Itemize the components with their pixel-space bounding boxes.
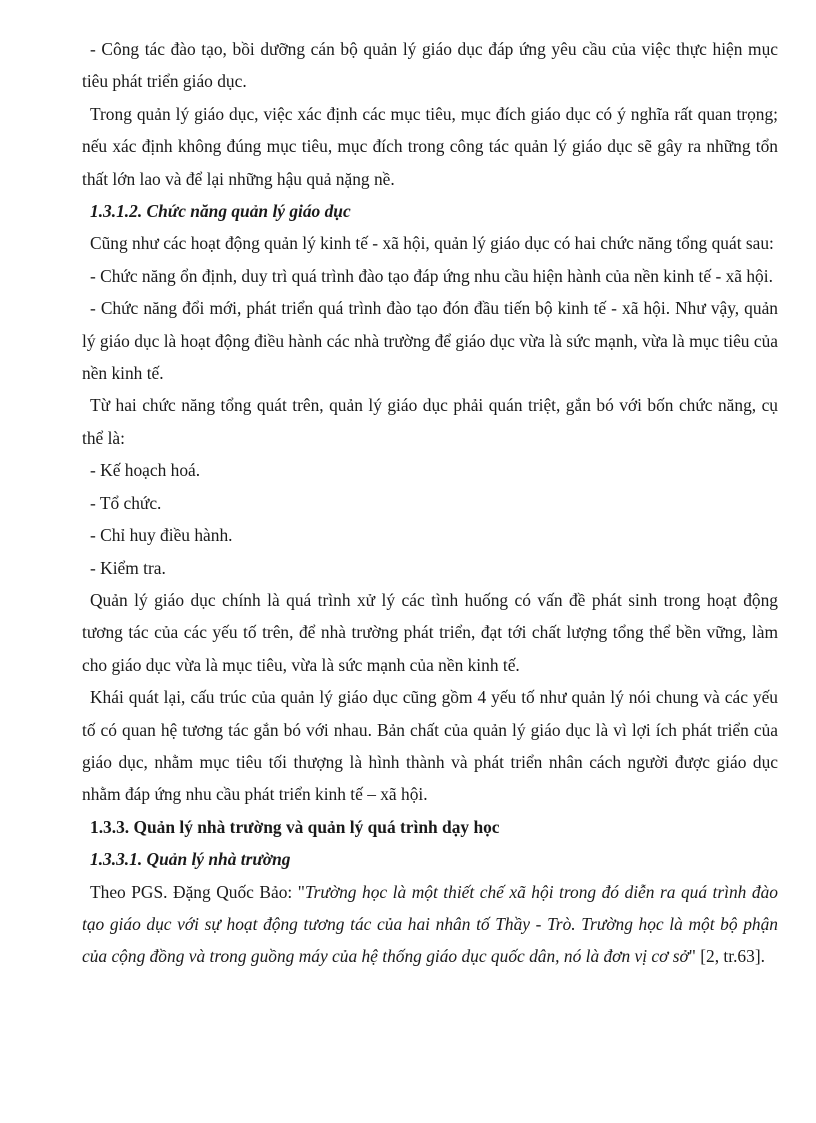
paragraph-innovation-function: - Chức năng đổi mới, phát triển quá trình đào tạo đón đầu tiến bộ kinh tế - xã hội. Như vậy, quản lý giáo dục là hoạt động điều hành các nhà trường để giáo dục vừa là sức mạnh, vừa là mục tiêu của nền kinh tế. — [82, 298, 778, 384]
quote-text: Trường học là một thiết chế xã hội trong đó diễn ra quá trình đào tạo giáo dục với sự hoạt động tương tác của hai nhân tố Thầy - Trò. Trường học là một bộ phận của cộng đồng và trong guồng máy của hệ thống giáo dục quốc dân, nó là đơn vị cơ sở — [82, 881, 778, 967]
paragraph-problem-solving: Quản lý giáo dục chính là quá trình xử lý các tình huống có vấn đề phát sinh trong hoạt động tương tác của các yếu tố trên, để nhà trường phát triển, đạt tới chất lượng tổng thể bền vững, làm cho giáo dục vừa là mục tiêu, vừa là sức mạnh của nền kinh tế. — [82, 589, 778, 675]
paragraph-two-functions: Cũng như các hoạt động quản lý kinh tế - xã hội, quản lý giáo dục có hai chức năng tổng quát sau: — [90, 233, 774, 254]
paragraph-stability-function: - Chức năng ổn định, duy trì quá trình đào tạo đáp ứng nhu cầu hiện hành của nền kinh tế - xã hội. — [90, 265, 773, 286]
list-item-directing: - Chỉ huy điều hành. — [90, 525, 233, 546]
paragraph-school-definition — [82, 876, 778, 973]
heading-1-3-3: 1.3.3. Quản lý nhà trường và quản lý quá trình dạy học — [90, 816, 500, 837]
heading-1-3-3-1: 1.3.3.1. Quản lý nhà trường — [90, 849, 291, 870]
quote-intro: Theo PGS. Đặng Quốc Bảo: " — [90, 881, 305, 902]
document-page — [82, 33, 778, 973]
paragraph-training: - Công tác đào tạo, bồi dưỡng cán bộ quản lý giáo dục đáp ứng yêu cầu của việc thực hiện mục tiêu phát triển giáo dục. — [82, 39, 778, 92]
list-item-controlling: - Kiểm tra. — [90, 557, 166, 578]
paragraph-four-functions: Từ hai chức năng tổng quát trên, quản lý giáo dục phải quán triệt, gắn bó với bốn chức năng, cụ thể là: — [82, 395, 778, 448]
list-item-planning: - Kế hoạch hoá. — [90, 460, 201, 481]
quote-citation: " [2, tr.63]. — [688, 946, 765, 967]
heading-1-3-1-2: 1.3.1.2. Chức năng quản lý giáo dục — [90, 201, 351, 222]
paragraph-summary: Khái quát lại, cấu trúc của quản lý giáo dục cũng gồm 4 yếu tố như quản lý nói chung và các yếu tố có quan hệ tương tác gắn bó với nhau. Bản chất của quản lý giáo dục là vì lợi ích phát triển của giáo dục, nhằm mục tiêu tối thượng là hình thành và phát triển nhân cách người được giáo dục nhằm đáp ứng nhu cầu phát triển kinh tế – xã hội. — [82, 687, 778, 805]
paragraph-goals-importance: Trong quản lý giáo dục, việc xác định các mục tiêu, mục đích giáo dục có ý nghĩa rất quan trọng; nếu xác định không đúng mục tiêu, mục đích trong công tác quản lý giáo dục sẽ gây ra những tổn thất lớn lao và để lại những hậu quả nặng nề. — [82, 103, 778, 189]
list-item-organizing: - Tổ chức. — [90, 492, 162, 513]
